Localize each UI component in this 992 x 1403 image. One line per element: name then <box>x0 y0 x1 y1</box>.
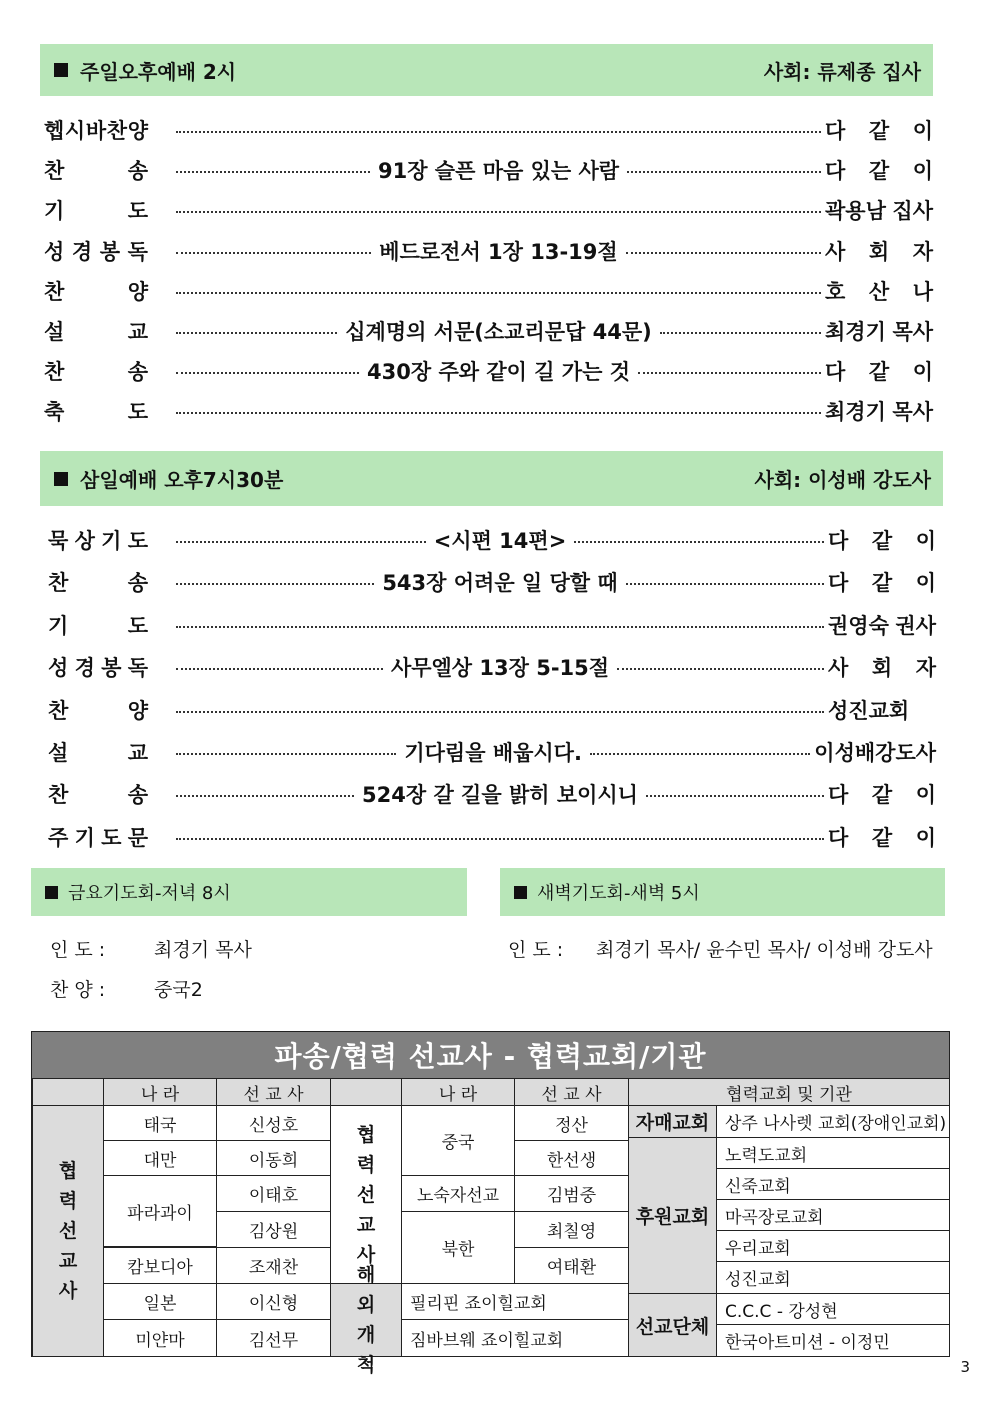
coop-name-nk-2: 여태환 <box>514 1247 629 1284</box>
wednesday-row-detail: 543장 어려운 일 당할 때 <box>382 571 618 596</box>
wednesday-row-person: 다 같 이 <box>828 783 936 808</box>
wednesday-row-person: 성진교회 <box>828 698 910 723</box>
coop-name-china-1: 정산 <box>514 1105 629 1141</box>
coop-country-nk: 북한 <box>401 1211 515 1284</box>
sent-name-7: 김선무 <box>216 1319 331 1357</box>
sunday-row-label: 축 도 <box>44 400 148 425</box>
coop-country-homeless: 노숙자선교 <box>401 1175 515 1212</box>
sent-name-3: 이태호 <box>216 1175 331 1212</box>
wednesday-title: 삼일예배 오후7시30분 <box>80 468 284 492</box>
dotted-leader <box>176 252 371 254</box>
sunday-row-person: 호 산 나 <box>825 279 933 304</box>
wednesday-row-person: 다 같 이 <box>828 529 936 553</box>
wednesday-row <box>48 737 936 767</box>
sent-name-4: 김상원 <box>216 1211 331 1248</box>
sunday-row-person: 최경기 목사 <box>825 320 934 344</box>
wednesday-row-label: 주 기 도 문 <box>48 825 148 850</box>
header-blank-left <box>32 1078 104 1106</box>
support-church-4: 우리교회 <box>716 1230 950 1262</box>
friday-praise-value: 중국2 <box>154 979 203 1001</box>
wednesday-row-label: 성 경 봉 독 <box>48 656 148 681</box>
support-church-label: 후원교회 <box>628 1137 717 1294</box>
wednesday-row <box>48 695 936 725</box>
overseas-church-2: 짐바브웨 죠이힐교회 <box>401 1319 629 1357</box>
dotted-leader <box>638 372 821 374</box>
friday-header-bar <box>31 868 467 916</box>
wednesday-row-detail: 524장 갈 길을 밝히 보이시니 <box>362 783 638 808</box>
wednesday-row-label: 찬 양 <box>48 698 148 723</box>
sent-name-6: 이신형 <box>216 1283 331 1320</box>
sunday-row-person: 다 같 이 <box>825 159 933 184</box>
sunday-row-detail: 91장 슬픈 마음 있는 사람 <box>377 159 620 184</box>
dotted-leader <box>176 292 821 294</box>
dotted-leader <box>176 795 354 797</box>
wednesday-row <box>48 610 936 640</box>
coop-missionaries-label <box>330 1105 402 1284</box>
friday-title: 금요기도회-저녁 8시 <box>68 883 231 904</box>
friday-lead-value: 최경기 목사 <box>154 939 252 961</box>
friday-lead-key: 인 도 : <box>50 939 106 961</box>
sunday-row <box>44 276 933 306</box>
coop-name-china-2: 한선생 <box>514 1140 629 1176</box>
sunday-row <box>44 396 933 426</box>
sunday-host: 사회: 류제종 집사 <box>763 59 921 84</box>
sunday-row-label: 성 경 봉 독 <box>44 239 148 264</box>
dawn-title: 새벽기도회-새벽 5시 <box>537 883 700 904</box>
dotted-leader <box>176 668 383 670</box>
dotted-leader <box>617 668 824 670</box>
vertical-label-char: 협 <box>356 1123 376 1146</box>
sent-name-5: 조재찬 <box>216 1247 331 1284</box>
dotted-leader <box>176 626 824 628</box>
header-country-2: 나 라 <box>401 1078 515 1106</box>
mission-org-1: C.C.C - 강성현 <box>716 1293 950 1325</box>
sunday-title: 주일오후예배 2시 <box>80 59 237 84</box>
page-number: 3 <box>960 1358 970 1376</box>
sent-name-2: 이동희 <box>216 1140 331 1176</box>
dotted-leader <box>574 541 824 543</box>
vertical-label-char: 선 <box>356 1183 376 1206</box>
dawn-title-wrap <box>514 879 700 905</box>
dotted-leader <box>626 583 824 585</box>
wednesday-row <box>48 822 936 852</box>
sunday-row-label: 찬 송 <box>44 159 148 184</box>
dawn-lead-line <box>508 935 933 962</box>
wednesday-title-wrap <box>54 464 283 493</box>
friday-title-wrap <box>45 879 231 905</box>
sunday-row-label: 기 도 <box>44 199 148 224</box>
sunday-title-wrap <box>54 56 236 85</box>
sent-country-japan: 일본 <box>103 1283 217 1320</box>
header-partners: 협력교회 및 기관 <box>628 1078 950 1106</box>
wednesday-row-label: 찬 송 <box>48 571 148 596</box>
wednesday-row-label: 찬 송 <box>48 783 148 808</box>
sunday-row <box>44 115 933 145</box>
dotted-leader <box>176 711 824 713</box>
sent-country-paraguay: 파라과이 <box>103 1175 217 1247</box>
sent-country-cambodia: 캄보디아 <box>103 1247 217 1284</box>
friday-lead-line <box>50 935 252 962</box>
square-bullet-icon <box>514 886 527 899</box>
sunday-row-person: 곽용남 집사 <box>825 199 933 224</box>
sent-missionaries-label <box>32 1105 104 1357</box>
missions-table <box>31 1031 950 1376</box>
coop-name-nk-1: 최칠영 <box>514 1211 629 1248</box>
vertical-label-char: 외 <box>356 1294 376 1316</box>
sent-country-myanmar: 미얀마 <box>103 1319 217 1357</box>
friday-praise-line <box>50 975 203 1002</box>
vertical-label-char: 해 <box>356 1264 376 1286</box>
sunday-row <box>44 155 933 185</box>
sent-country-taiwan: 대만 <box>103 1140 217 1176</box>
missions-title: 파송/협력 선교사 - 협력교회/기관 <box>32 1032 949 1078</box>
vertical-label-char: 력 <box>58 1190 78 1212</box>
sunday-header-bar <box>40 44 933 96</box>
square-bullet-icon <box>54 472 68 486</box>
sister-church: 상주 나사렛 교회(장애인교회) <box>716 1105 950 1138</box>
dotted-leader <box>176 753 396 755</box>
header-blank-mid <box>330 1078 402 1106</box>
sunday-row-detail: 430장 주와 같이 길 가는 것 <box>367 360 630 385</box>
support-church-3: 마곡장로교회 <box>716 1199 950 1231</box>
sunday-row-person: 다 같 이 <box>825 360 933 385</box>
wednesday-row-detail: 기다림을 배웁시다. <box>404 741 582 765</box>
dotted-leader <box>176 131 821 133</box>
dotted-leader <box>176 583 374 585</box>
sister-church-label: 자매교회 <box>628 1105 717 1138</box>
dotted-leader <box>176 372 359 374</box>
wednesday-row-detail: 사무엘상 13장 5-15절 <box>390 656 610 681</box>
mission-org-2: 한국아트미션 - 이정민 <box>716 1324 950 1357</box>
dotted-leader <box>176 412 821 414</box>
friday-praise-key: 찬 양 : <box>50 979 106 1001</box>
wednesday-row-person: 다 같 이 <box>828 825 936 850</box>
header-country: 나 라 <box>103 1078 217 1106</box>
sunday-row <box>44 316 933 346</box>
header-missionary-2: 선 교 사 <box>514 1078 629 1106</box>
vertical-label-char: 선 <box>58 1220 78 1242</box>
vertical-label-char: 사 <box>58 1280 78 1302</box>
dawn-lead-value: 최경기 목사/ 윤수민 목사/ 이성배 강도사 <box>596 939 933 961</box>
dotted-leader <box>176 211 821 213</box>
sunday-row-person: 사 회 자 <box>825 239 933 264</box>
wednesday-row-person: 이성배 강도사 <box>814 741 937 765</box>
wednesday-row-person: 다 같 이 <box>828 571 936 596</box>
vertical-label-char: 사 <box>356 1243 376 1266</box>
header-missionary: 선 교 사 <box>216 1078 331 1106</box>
square-bullet-icon <box>54 63 68 77</box>
sunday-row <box>44 356 933 386</box>
dawn-lead-key: 인 도 : <box>508 939 564 961</box>
wednesday-row <box>48 525 936 555</box>
wednesday-row-detail: <시편 14편> <box>433 529 567 553</box>
dotted-leader <box>660 332 821 334</box>
vertical-label-char: 척 <box>356 1354 376 1376</box>
overseas-label <box>330 1264 402 1376</box>
wednesday-row-label: 기 도 <box>48 613 148 638</box>
support-church-5: 성진교회 <box>716 1261 950 1294</box>
sunday-row-detail: 베드로전서 1장 13-19절 <box>379 239 618 264</box>
vertical-label-char: 력 <box>356 1153 376 1176</box>
wednesday-row <box>48 652 936 682</box>
wednesday-row-label: 설 교 <box>48 741 148 765</box>
vertical-label-char: 교 <box>356 1213 376 1236</box>
dotted-leader <box>176 332 337 334</box>
wednesday-row-label: 묵 상 기 도 <box>48 529 148 553</box>
sunday-row <box>44 195 933 225</box>
coop-country-china: 중국 <box>401 1105 515 1176</box>
vertical-label-char: 교 <box>58 1250 78 1272</box>
dotted-leader <box>176 171 370 173</box>
sent-country-thailand: 태국 <box>103 1105 217 1141</box>
square-bullet-icon <box>45 886 58 899</box>
dotted-leader <box>176 838 824 840</box>
dotted-leader <box>590 753 810 755</box>
sent-name-1: 신성호 <box>216 1105 331 1141</box>
wednesday-row-person: 사 회 자 <box>828 656 936 681</box>
wednesday-header-bar <box>40 451 943 506</box>
coop-name-homeless: 김범중 <box>514 1175 629 1212</box>
support-church-1: 노력도교회 <box>716 1137 950 1169</box>
wednesday-row-person: 권영숙 권사 <box>828 613 936 638</box>
dotted-leader <box>627 171 821 173</box>
dotted-leader <box>626 252 821 254</box>
dotted-leader <box>176 541 426 543</box>
wednesday-row <box>48 779 936 809</box>
sunday-row-person: 최경기 목사 <box>825 400 933 425</box>
sunday-row <box>44 236 933 266</box>
vertical-label-char: 협 <box>58 1160 78 1182</box>
support-church-2: 신죽교회 <box>716 1168 950 1200</box>
dotted-leader <box>646 795 824 797</box>
mission-org-label: 선교단체 <box>628 1293 717 1357</box>
sunday-row-person: 다 같 이 <box>825 119 933 143</box>
sunday-row-detail: 십계명의 서문(소교리문답 44문) <box>345 320 652 344</box>
sunday-row-label: 헵 시 바 찬 양 <box>44 119 148 143</box>
overseas-church-1: 필리핀 죠이힐교회 <box>401 1283 629 1320</box>
wednesday-row <box>48 567 936 597</box>
sunday-row-label: 설 교 <box>44 320 148 344</box>
sunday-row-label: 찬 송 <box>44 360 148 385</box>
wednesday-host: 사회: 이성배 강도사 <box>754 468 931 492</box>
vertical-label-char: 개 <box>356 1324 376 1346</box>
dawn-header-bar <box>500 868 945 916</box>
sunday-row-label: 찬 양 <box>44 279 148 304</box>
